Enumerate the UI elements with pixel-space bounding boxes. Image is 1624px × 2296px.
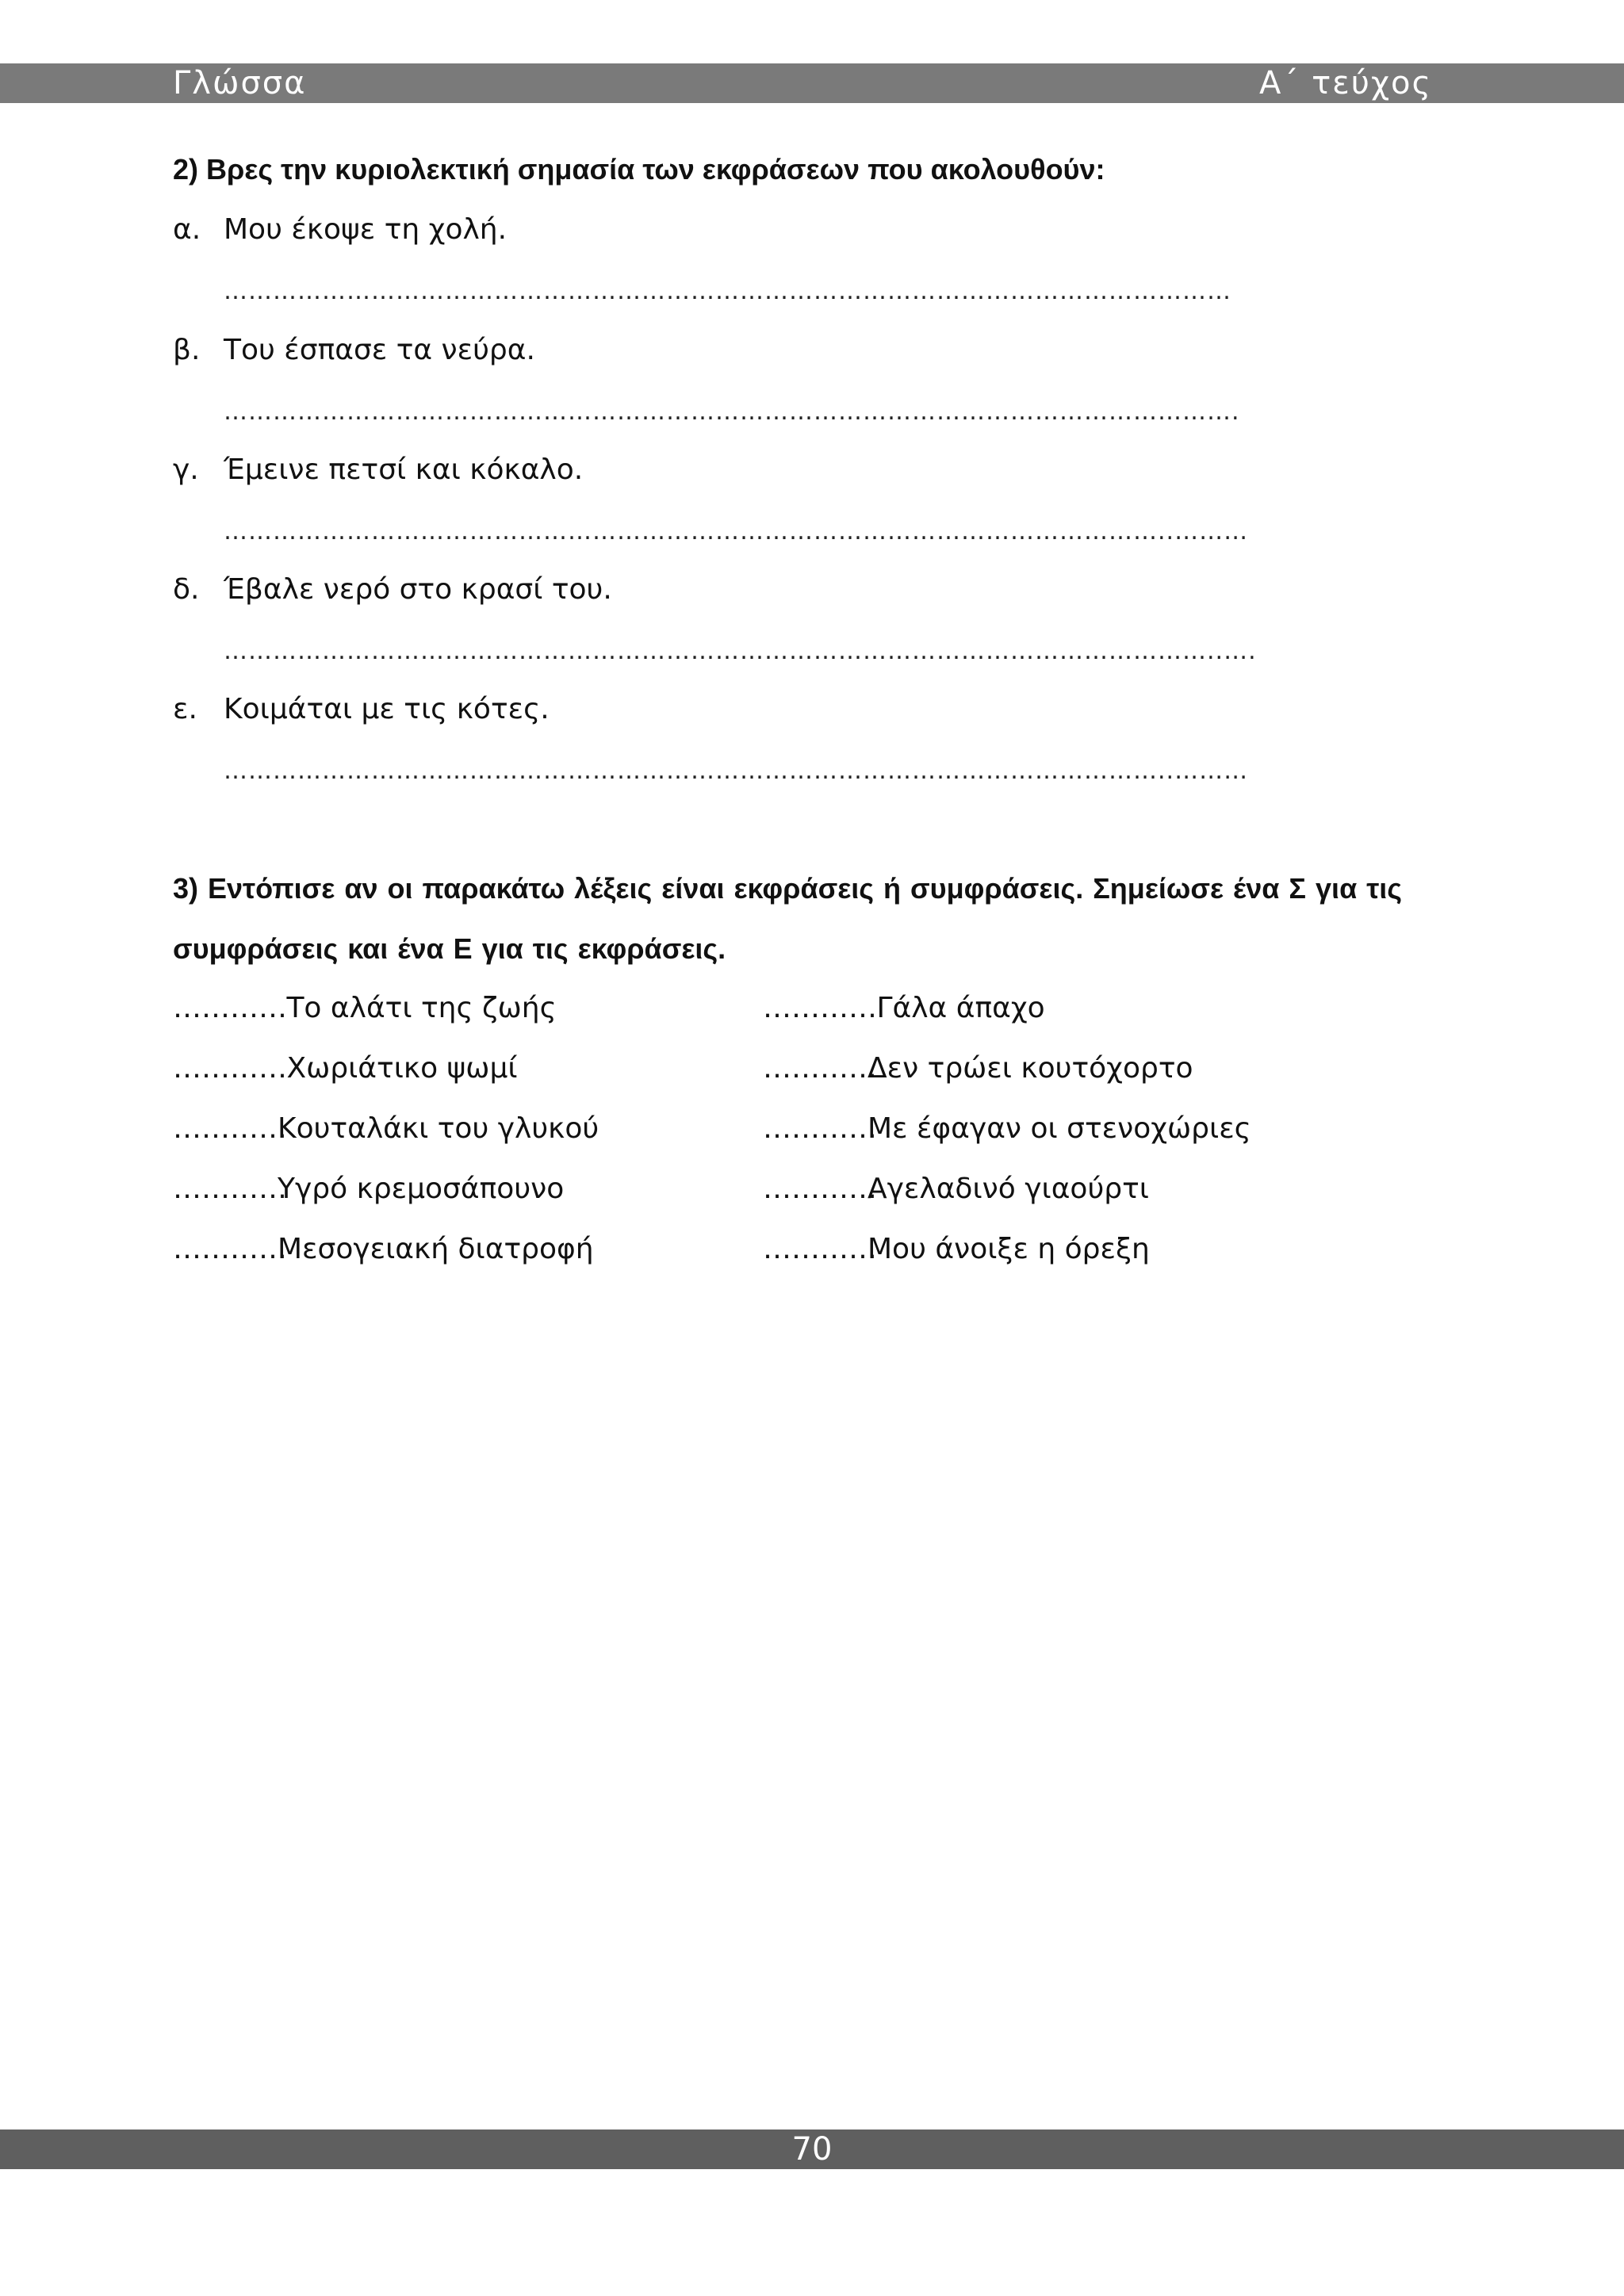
item-text: Υγρό κρεμοσάπουνο	[278, 1173, 565, 1205]
item-letter: α.	[173, 213, 201, 246]
answer-line[interactable]: …………………………………………………………………………………………………………….	[224, 398, 1240, 426]
answer-line[interactable]: ……………………………………………………………………………………………………………	[224, 277, 1231, 305]
list-item	[173, 1112, 599, 1146]
list-item	[173, 333, 535, 368]
question-3-title: 3) Εντόπισε αν οι παρακάτω λέξεις είναι εκφράσεις ή συμφράσεις. Σημείωσε ένα Σ για τις συμφράσεις και ένα Ε για τις εκφράσεις.	[173, 872, 1402, 965]
item-letter: δ.	[173, 573, 200, 606]
answer-blank[interactable]: …………	[763, 1233, 877, 1265]
list-item	[763, 991, 1045, 1026]
answer-blank[interactable]: …………	[173, 1233, 287, 1265]
item-text: Μου άνοιξε η όρεξη	[868, 1233, 1150, 1265]
item-text: Αγελαδινό γιαούρτι	[868, 1173, 1149, 1205]
item-text: Έβαλε νερό στο κρασί του.	[224, 573, 612, 606]
item-text: Το αλάτι της ζωής	[278, 992, 557, 1024]
header-subject: Γλώσσα	[173, 65, 307, 101]
list-item	[173, 991, 557, 1026]
page-number: 70	[791, 2131, 833, 2168]
item-text: Γάλα άπαχο	[868, 992, 1045, 1024]
list-item	[173, 212, 507, 247]
list-item	[173, 453, 583, 488]
list-item	[763, 1232, 1150, 1267]
question-2-title: 2) Βρες την κυριολεκτική σημασία των εκφράσεων που ακολουθούν:	[173, 153, 1105, 186]
list-item	[763, 1112, 1251, 1146]
item-text: Μου έκοψε τη χολή.	[224, 213, 508, 246]
list-item	[763, 1051, 1193, 1086]
answer-blank[interactable]: …………	[763, 1173, 877, 1205]
list-item	[763, 1172, 1149, 1207]
answer-blank[interactable]: …………	[763, 992, 877, 1024]
list-item	[173, 1172, 564, 1207]
list-item	[173, 1232, 594, 1267]
item-letter: γ.	[173, 453, 199, 486]
answer-blank[interactable]: …………	[763, 1052, 877, 1085]
list-item	[173, 692, 550, 727]
item-text: Χωριάτικο ψωμί	[278, 1052, 518, 1085]
answer-blank[interactable]: …………	[763, 1112, 877, 1145]
item-text: Με έφαγαν οι στενοχώριες	[868, 1112, 1251, 1145]
item-text: Κοιμάται με τις κότες.	[224, 693, 550, 725]
footer-bar	[0, 2130, 1624, 2169]
answer-blank[interactable]: …………	[173, 992, 287, 1024]
answer-line[interactable]: …………………………………………………………………………………………………………..….	[224, 637, 1257, 665]
item-letter: β.	[173, 334, 201, 366]
item-text: Δεν τρώει κουτόχορτο	[868, 1052, 1193, 1085]
answer-line[interactable]: ……………………………………………………………………………………………………..………	[224, 518, 1249, 545]
header-volume: Α΄ τεύχος	[1259, 65, 1432, 101]
answer-blank[interactable]: …………	[173, 1173, 287, 1205]
item-letter: ε.	[173, 693, 197, 725]
answer-blank[interactable]: …………	[173, 1112, 287, 1145]
list-item	[173, 1051, 518, 1086]
list-item	[173, 572, 612, 607]
item-text: Μεσογειακή διατροφή	[278, 1233, 594, 1265]
item-text: Του έσπασε τα νεύρα.	[224, 334, 535, 366]
item-text: Κουταλάκι του γλυκού	[278, 1112, 599, 1145]
answer-blank[interactable]: …………	[173, 1052, 287, 1085]
header-bar	[0, 63, 1624, 103]
item-text: Έμεινε πετσί και κόκαλο.	[224, 453, 584, 486]
answer-line[interactable]: ……………………………………………………………………………………………………..………	[224, 757, 1249, 785]
